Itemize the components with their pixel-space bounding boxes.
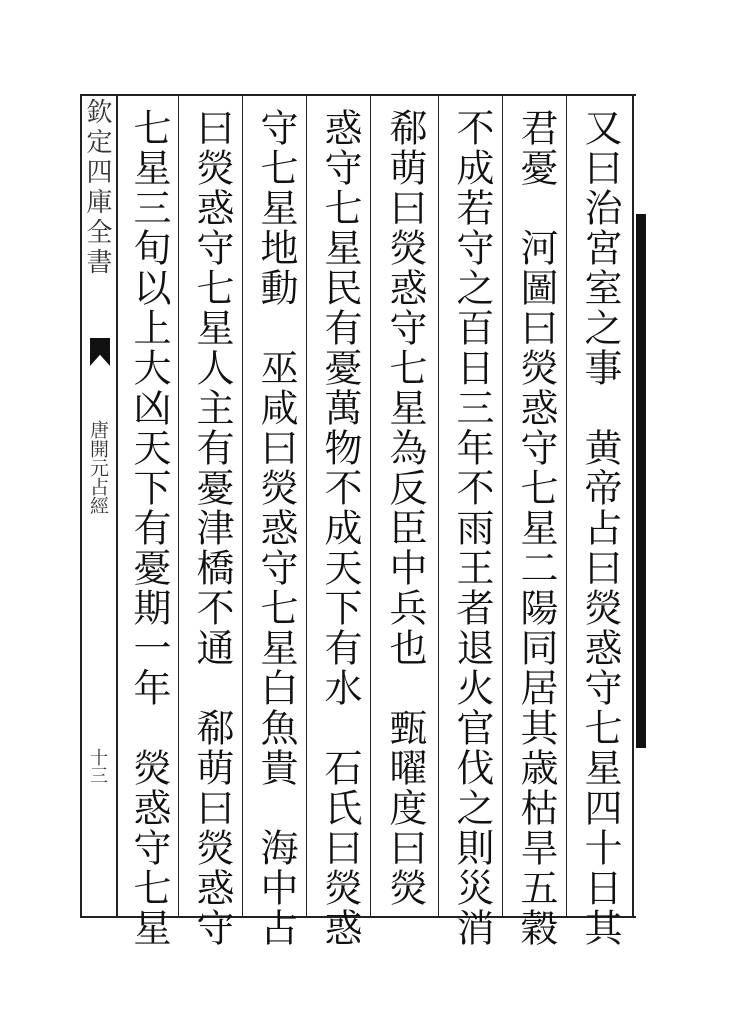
book-title: 唐開元占經 — [87, 420, 109, 515]
text-column-3: 不成若守之百日三年不雨王者退火官伐之則災消 — [450, 108, 494, 948]
column-divider — [306, 94, 307, 918]
column-divider — [370, 94, 371, 918]
margin-divider — [116, 94, 118, 918]
right-thick-border — [636, 214, 646, 748]
column-divider — [178, 94, 179, 918]
page-number: 十三 — [87, 748, 108, 784]
right-border — [632, 94, 634, 918]
text-column-7: 曰熒惑守七星人主有憂津橋不通 郗萌曰熒惑守 — [190, 108, 234, 948]
column-divider — [566, 94, 567, 918]
text-column-4: 郗萌曰熒惑守七星為反臣中兵也 甄曜度曰熒 — [383, 108, 427, 908]
fishtail-mark-icon — [90, 338, 110, 366]
column-divider — [502, 94, 503, 918]
series-title: 欽定四庫全書 — [82, 98, 112, 278]
column-divider — [242, 94, 243, 918]
text-column-1: 又曰治宮室之事 黄帝占曰熒惑守七星四十日其 — [578, 108, 622, 948]
text-column-5: 惑守七星民有憂萬物不成天下有水 石氏曰熒惑 — [318, 108, 362, 948]
column-divider — [438, 94, 439, 918]
text-column-6: 守七星地動 巫咸曰熒惑守七星白魚貴 海中占 — [254, 108, 298, 948]
top-border — [80, 94, 636, 96]
text-column-8: 七星三旬以上大凶天下有憂期一年 熒惑守七星 — [127, 108, 171, 948]
text-column-2: 君憂 河圖曰熒惑守七星二陽同居其歳枯旱五穀 — [514, 108, 558, 948]
